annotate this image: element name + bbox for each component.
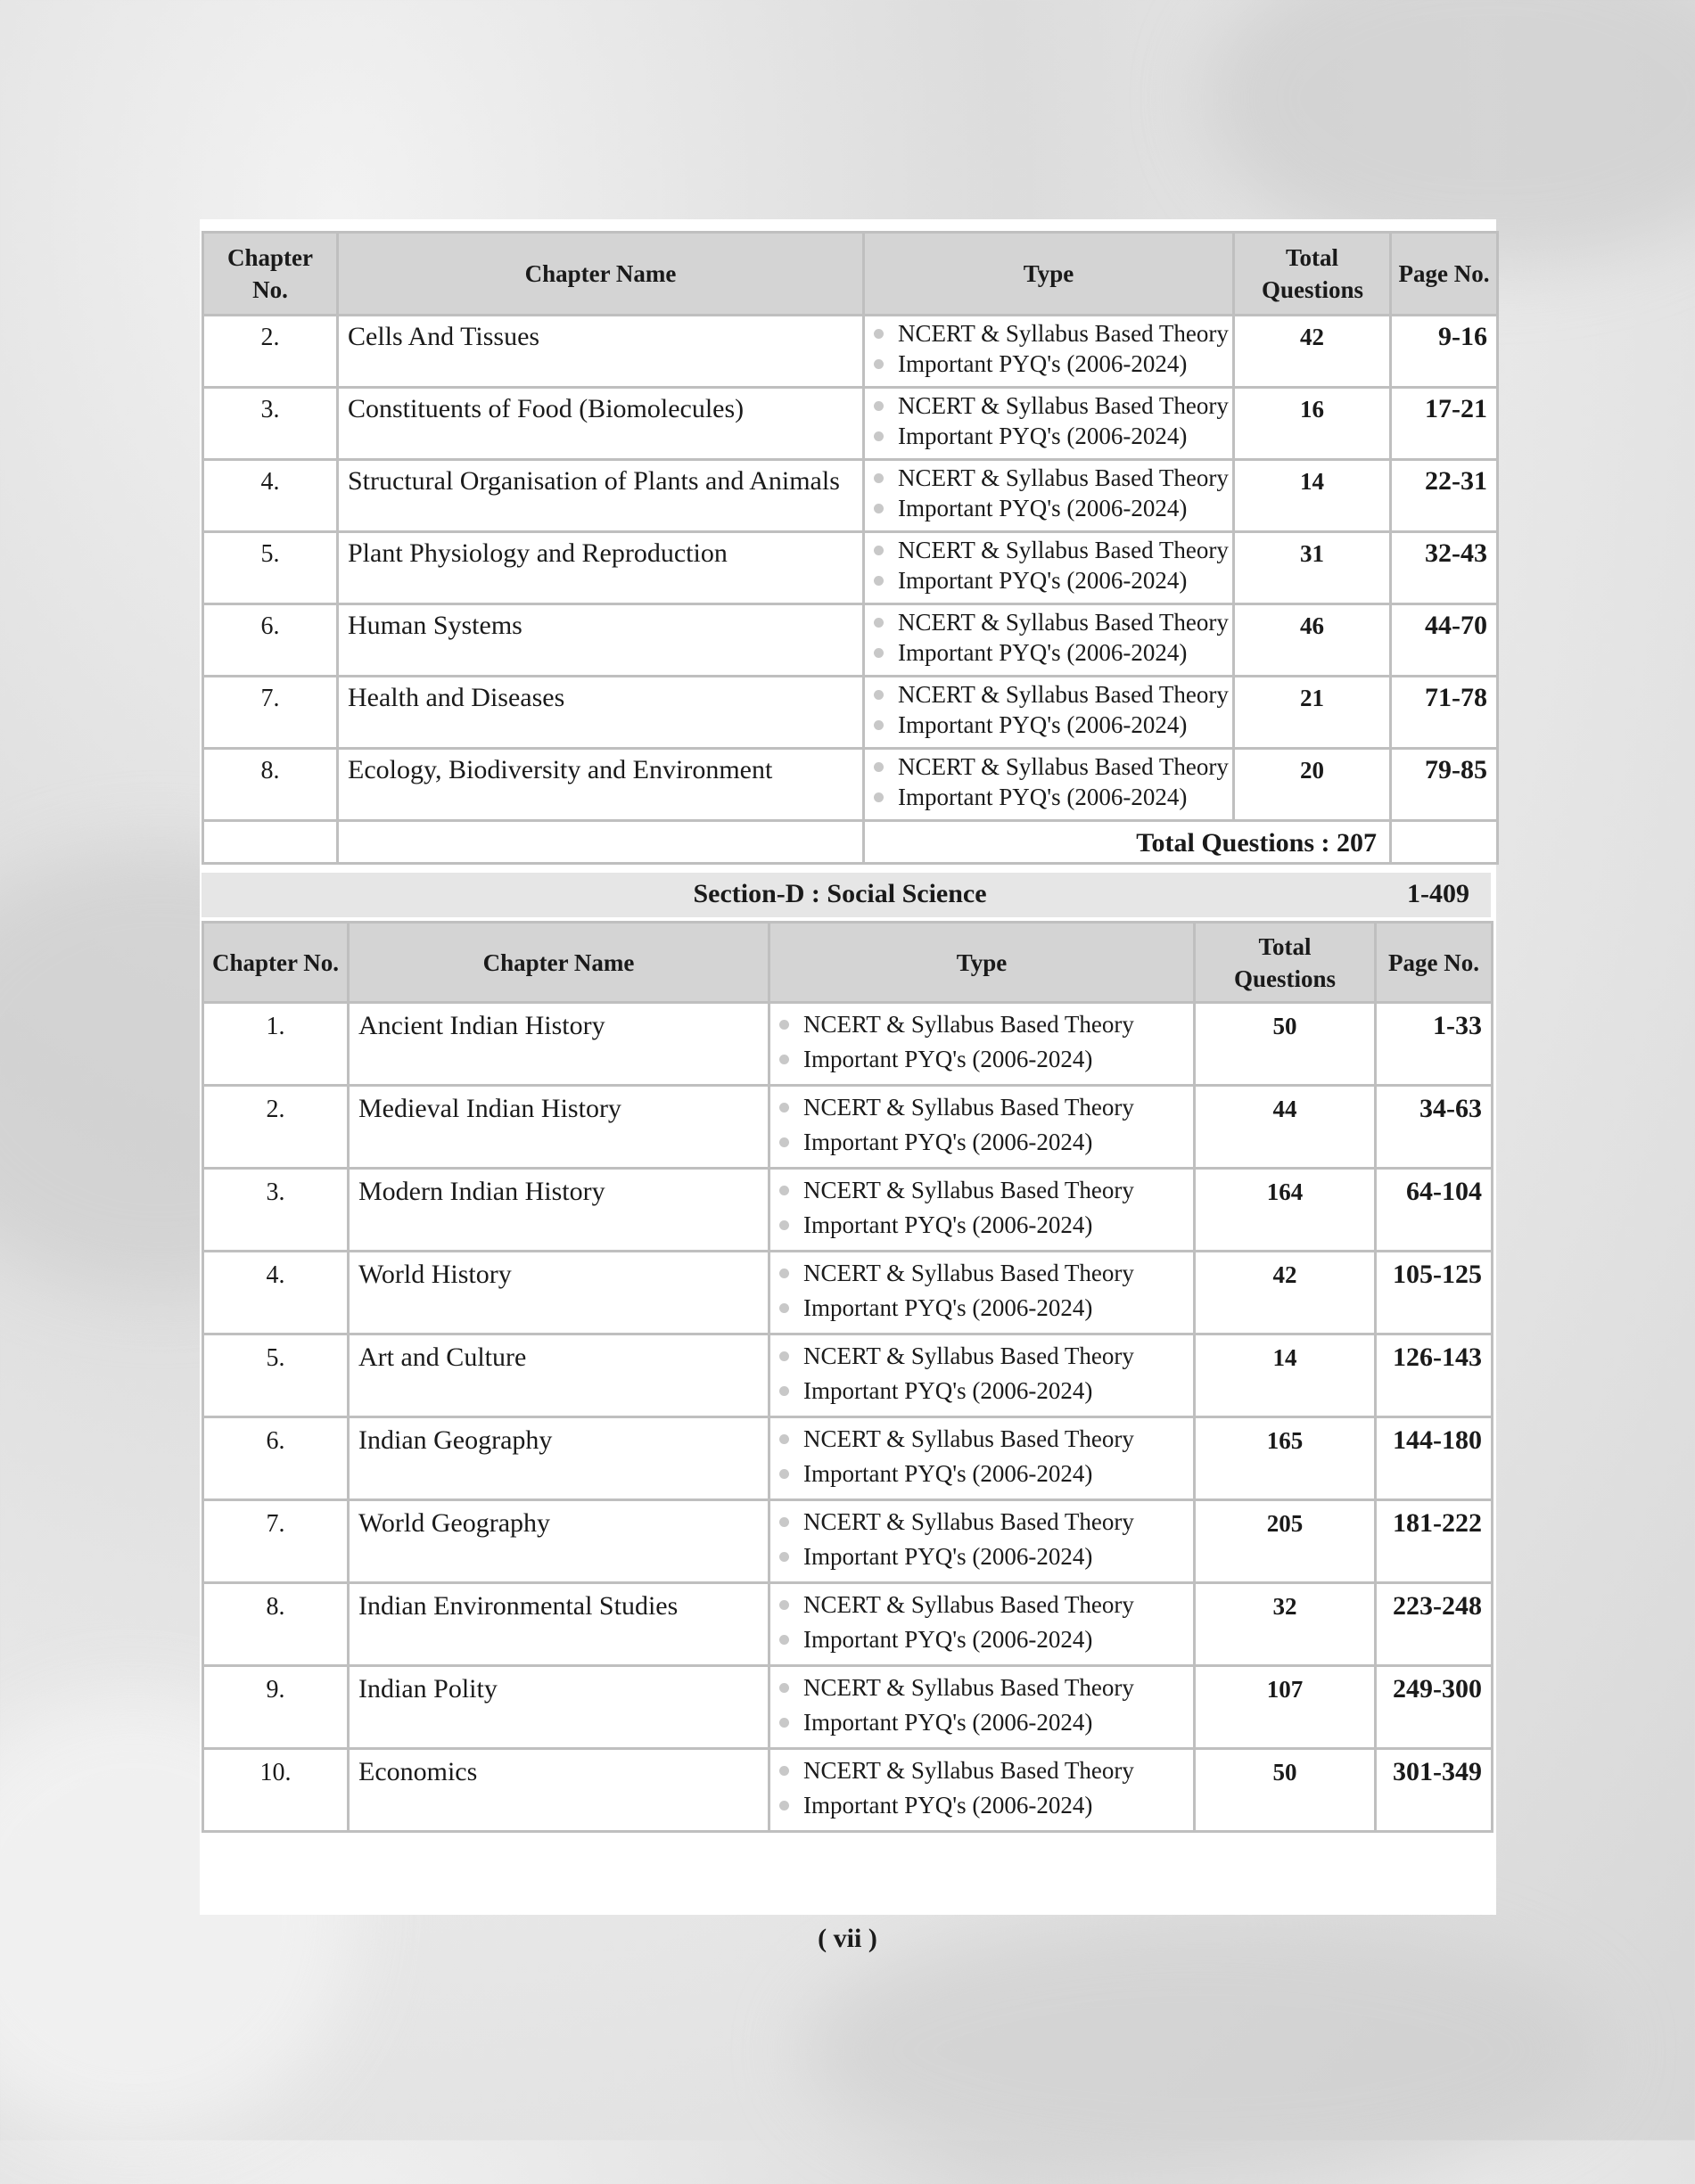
table-header-row [203, 923, 1493, 1003]
section-heading [202, 873, 1491, 917]
bullet-icon [779, 1055, 789, 1064]
type-item [779, 1007, 1188, 1042]
type-label: Important PYQ's (2006-2024) [803, 1792, 1093, 1819]
page-range: 71-78 [1391, 677, 1498, 749]
type-label: NCERT & Syllabus Based Theory [803, 1342, 1134, 1369]
empty-cell [338, 821, 864, 864]
type-label: Important PYQ's (2006-2024) [898, 784, 1188, 810]
page-range: 105-125 [1376, 1252, 1493, 1334]
type-item [874, 318, 1227, 349]
chapter-number: 6. [203, 1417, 349, 1500]
table-row [203, 677, 1498, 749]
type-item [874, 349, 1227, 379]
chapter-number: 4. [203, 460, 338, 532]
bullet-icon [779, 1351, 789, 1361]
bullet-icon [874, 648, 884, 658]
bullet-icon [779, 1020, 789, 1030]
bullet-icon [779, 1766, 789, 1776]
chapter-name: World History [349, 1252, 769, 1334]
chapter-name: Constituents of Food (Biomolecules) [338, 388, 864, 460]
question-count: 14 [1195, 1334, 1376, 1417]
total-row [203, 821, 1498, 864]
chapter-name: Indian Geography [349, 1417, 769, 1500]
chapter-number: 9. [203, 1666, 349, 1749]
page-range: 34-63 [1376, 1086, 1493, 1169]
type-label: NCERT & Syllabus Based Theory [898, 392, 1229, 419]
type-item [779, 1208, 1188, 1243]
chapter-name: Economics [349, 1749, 769, 1832]
type-label: NCERT & Syllabus Based Theory [803, 1757, 1134, 1784]
chapter-type-list [864, 460, 1234, 532]
chapter-name: Medieval Indian History [349, 1086, 769, 1169]
chapter-name: Indian Environmental Studies [349, 1583, 769, 1666]
type-item [874, 710, 1227, 740]
question-count: 107 [1195, 1666, 1376, 1749]
page-range: 126-143 [1376, 1334, 1493, 1417]
page-range: 44-70 [1391, 604, 1498, 677]
bullet-icon [779, 1220, 789, 1230]
type-item [874, 607, 1227, 637]
question-count: 44 [1195, 1086, 1376, 1169]
page-range: 223-248 [1376, 1583, 1493, 1666]
bullet-icon [874, 504, 884, 513]
type-item [874, 782, 1227, 812]
question-count: 205 [1195, 1500, 1376, 1583]
chapter-type-list [769, 1086, 1195, 1169]
page-range: 9-16 [1391, 316, 1498, 388]
type-label: Important PYQ's (2006-2024) [898, 423, 1188, 449]
chapter-number: 2. [203, 316, 338, 388]
chapter-name: Indian Polity [349, 1666, 769, 1749]
bullet-icon [779, 1801, 789, 1810]
type-label: Important PYQ's (2006-2024) [803, 1709, 1093, 1736]
bullet-icon [874, 359, 884, 369]
bullet-icon [874, 690, 884, 700]
question-count: 42 [1195, 1252, 1376, 1334]
bullet-icon [779, 1137, 789, 1147]
bullet-icon [874, 431, 884, 441]
type-item [874, 493, 1227, 523]
type-item [874, 751, 1227, 782]
page-range: 32-43 [1391, 532, 1498, 604]
type-item [779, 1090, 1188, 1125]
chapter-number: 6. [203, 604, 338, 677]
bullet-icon [779, 1635, 789, 1645]
type-item [779, 1671, 1188, 1705]
chapter-type-list [769, 1003, 1195, 1086]
chapter-type-list [864, 604, 1234, 677]
header-chapter-no: Chapter No. [203, 233, 338, 316]
type-item [874, 421, 1227, 451]
type-label: NCERT & Syllabus Based Theory [803, 1094, 1134, 1121]
chapter-type-list [769, 1500, 1195, 1583]
chapter-number: 1. [203, 1003, 349, 1086]
chapter-name: Art and Culture [349, 1334, 769, 1417]
bullet-icon [779, 1469, 789, 1479]
type-label: Important PYQ's (2006-2024) [803, 1211, 1093, 1238]
type-item [874, 679, 1227, 710]
page-range: 144-180 [1376, 1417, 1493, 1500]
table-row [203, 604, 1498, 677]
table-row [203, 1583, 1493, 1666]
type-item [874, 463, 1227, 493]
table-row [203, 316, 1498, 388]
question-count: 164 [1195, 1169, 1376, 1252]
page-range: 79-85 [1391, 749, 1498, 821]
chapter-type-list [769, 1666, 1195, 1749]
type-item [779, 1125, 1188, 1160]
type-label: Important PYQ's (2006-2024) [803, 1543, 1093, 1570]
header-chapter-no: Chapter No. [203, 923, 349, 1003]
type-item [779, 1753, 1188, 1788]
question-count: 14 [1234, 460, 1391, 532]
type-label: NCERT & Syllabus Based Theory [898, 464, 1229, 491]
chapter-number: 7. [203, 1500, 349, 1583]
chapter-name: World Geography [349, 1500, 769, 1583]
table-row [203, 1003, 1493, 1086]
table-row [203, 749, 1498, 821]
type-item [779, 1622, 1188, 1657]
chapter-name: Health and Diseases [338, 677, 864, 749]
table-row [203, 460, 1498, 532]
type-item [779, 1173, 1188, 1208]
question-count: 21 [1234, 677, 1391, 749]
chapter-type-list [864, 749, 1234, 821]
chapter-number: 3. [203, 388, 338, 460]
type-label: Important PYQ's (2006-2024) [898, 639, 1188, 666]
page-number: ( vii ) [818, 1924, 877, 1953]
chapter-name: Structural Organisation of Plants and Animals [338, 460, 864, 532]
header-chapter-name: Chapter Name [349, 923, 769, 1003]
type-label: NCERT & Syllabus Based Theory [803, 1260, 1134, 1286]
table-row [203, 1500, 1493, 1583]
chapter-number: 5. [203, 1334, 349, 1417]
bullet-icon [874, 792, 884, 802]
chapter-number: 2. [203, 1086, 349, 1169]
chapter-type-list [769, 1417, 1195, 1500]
type-label: NCERT & Syllabus Based Theory [898, 320, 1229, 347]
table-row [203, 1417, 1493, 1500]
chapter-number: 4. [203, 1252, 349, 1334]
type-label: NCERT & Syllabus Based Theory [803, 1591, 1134, 1618]
chapter-number: 10. [203, 1749, 349, 1832]
type-label: Important PYQ's (2006-2024) [803, 1294, 1093, 1321]
chapter-name: Human Systems [338, 604, 864, 677]
page-range: 1-33 [1376, 1003, 1493, 1086]
type-item [779, 1588, 1188, 1622]
bullet-icon [779, 1434, 789, 1444]
question-count: 50 [1195, 1003, 1376, 1086]
background-shade [802, 1917, 1605, 2184]
bullet-icon [874, 401, 884, 411]
type-label: NCERT & Syllabus Based Theory [803, 1177, 1134, 1203]
type-item [874, 565, 1227, 595]
header-page-no: Page No. [1376, 923, 1493, 1003]
type-label: Important PYQ's (2006-2024) [898, 350, 1188, 377]
bullet-icon [779, 1683, 789, 1693]
type-label: Important PYQ's (2006-2024) [803, 1460, 1093, 1487]
chapter-number: 5. [203, 532, 338, 604]
table-row [203, 1086, 1493, 1169]
bullet-icon [779, 1600, 789, 1610]
type-item [779, 1374, 1188, 1408]
bullet-icon [874, 329, 884, 339]
bullet-icon [874, 618, 884, 628]
chapter-number: 8. [203, 1583, 349, 1666]
bullet-icon [779, 1186, 789, 1195]
bullet-icon [874, 546, 884, 555]
type-item [779, 1539, 1188, 1574]
question-count: 31 [1234, 532, 1391, 604]
chapter-name: Cells And Tissues [338, 316, 864, 388]
question-count: 42 [1234, 316, 1391, 388]
type-item [874, 637, 1227, 668]
bullet-icon [779, 1269, 789, 1278]
type-item [779, 1505, 1188, 1539]
page-range: 22-31 [1391, 460, 1498, 532]
chapter-name: Ecology, Biodiversity and Environment [338, 749, 864, 821]
chapter-type-list [864, 532, 1234, 604]
chapter-type-list [864, 677, 1234, 749]
bullet-icon [874, 720, 884, 730]
type-item [779, 1705, 1188, 1740]
page-range: 249-300 [1376, 1666, 1493, 1749]
question-count: 165 [1195, 1417, 1376, 1500]
bullet-icon [779, 1103, 789, 1113]
bullet-icon [779, 1552, 789, 1562]
chapter-type-list [864, 316, 1234, 388]
bullet-icon [779, 1517, 789, 1527]
page-range: 181-222 [1376, 1500, 1493, 1583]
page-range: 301-349 [1376, 1749, 1493, 1832]
type-label: Important PYQ's (2006-2024) [898, 711, 1188, 738]
chapter-name: Modern Indian History [349, 1169, 769, 1252]
type-item [779, 1291, 1188, 1326]
table-row [203, 1749, 1493, 1832]
type-label: Important PYQ's (2006-2024) [803, 1046, 1093, 1072]
table-row [203, 1252, 1493, 1334]
type-item [779, 1422, 1188, 1457]
type-item [874, 535, 1227, 565]
table-row [203, 1169, 1493, 1252]
page-range: 64-104 [1376, 1169, 1493, 1252]
chapter-type-list [769, 1252, 1195, 1334]
question-count: 20 [1234, 749, 1391, 821]
section-page-range: 1-409 [1407, 879, 1469, 908]
header-total-questions: Total Questions [1195, 923, 1376, 1003]
table-row [203, 1334, 1493, 1417]
type-label: NCERT & Syllabus Based Theory [803, 1425, 1134, 1452]
chapter-type-list [864, 388, 1234, 460]
type-label: NCERT & Syllabus Based Theory [898, 681, 1229, 708]
empty-cell [1391, 821, 1498, 864]
chapter-number: 7. [203, 677, 338, 749]
question-count: 50 [1195, 1749, 1376, 1832]
question-count: 32 [1195, 1583, 1376, 1666]
type-item [874, 390, 1227, 421]
social-science-chapters-table [202, 921, 1493, 1833]
header-chapter-name: Chapter Name [338, 233, 864, 316]
type-item [779, 1457, 1188, 1491]
chapter-type-list [769, 1334, 1195, 1417]
bullet-icon [779, 1303, 789, 1313]
header-type: Type [864, 233, 1234, 316]
bullet-icon [874, 762, 884, 772]
total-questions: Total Questions : 207 [864, 821, 1391, 864]
table-row [203, 532, 1498, 604]
chapter-number: 3. [203, 1169, 349, 1252]
type-item [779, 1042, 1188, 1077]
chapter-type-list [769, 1583, 1195, 1666]
table-row [203, 388, 1498, 460]
chapter-name: Plant Physiology and Reproduction [338, 532, 864, 604]
type-label: NCERT & Syllabus Based Theory [803, 1674, 1134, 1701]
biology-chapters-table [202, 231, 1499, 865]
type-label: NCERT & Syllabus Based Theory [898, 537, 1229, 563]
type-label: NCERT & Syllabus Based Theory [898, 753, 1229, 780]
header-page-no: Page No. [1391, 233, 1498, 316]
empty-cell [203, 821, 338, 864]
type-label: Important PYQ's (2006-2024) [803, 1626, 1093, 1653]
type-label: Important PYQ's (2006-2024) [898, 567, 1188, 594]
type-label: Important PYQ's (2006-2024) [803, 1377, 1093, 1404]
bullet-icon [874, 473, 884, 483]
question-count: 46 [1234, 604, 1391, 677]
chapter-type-list [769, 1749, 1195, 1832]
table-header-row [203, 233, 1498, 316]
table-row [203, 1666, 1493, 1749]
chapter-type-list [769, 1169, 1195, 1252]
type-item [779, 1256, 1188, 1291]
type-label: NCERT & Syllabus Based Theory [803, 1011, 1134, 1038]
type-label: Important PYQ's (2006-2024) [803, 1129, 1093, 1155]
chapter-name: Ancient Indian History [349, 1003, 769, 1086]
bullet-icon [779, 1386, 789, 1396]
chapter-number: 8. [203, 749, 338, 821]
section-title: Section-D : Social Science [693, 879, 987, 908]
question-count: 16 [1234, 388, 1391, 460]
bullet-icon [874, 576, 884, 586]
page-range: 17-21 [1391, 388, 1498, 460]
bullet-icon [779, 1718, 789, 1728]
header-type: Type [769, 923, 1195, 1003]
type-item [779, 1339, 1188, 1374]
type-label: NCERT & Syllabus Based Theory [803, 1508, 1134, 1535]
header-total-questions: Total Questions [1234, 233, 1391, 316]
type-item [779, 1788, 1188, 1823]
type-label: NCERT & Syllabus Based Theory [898, 609, 1229, 636]
type-label: Important PYQ's (2006-2024) [898, 495, 1188, 521]
